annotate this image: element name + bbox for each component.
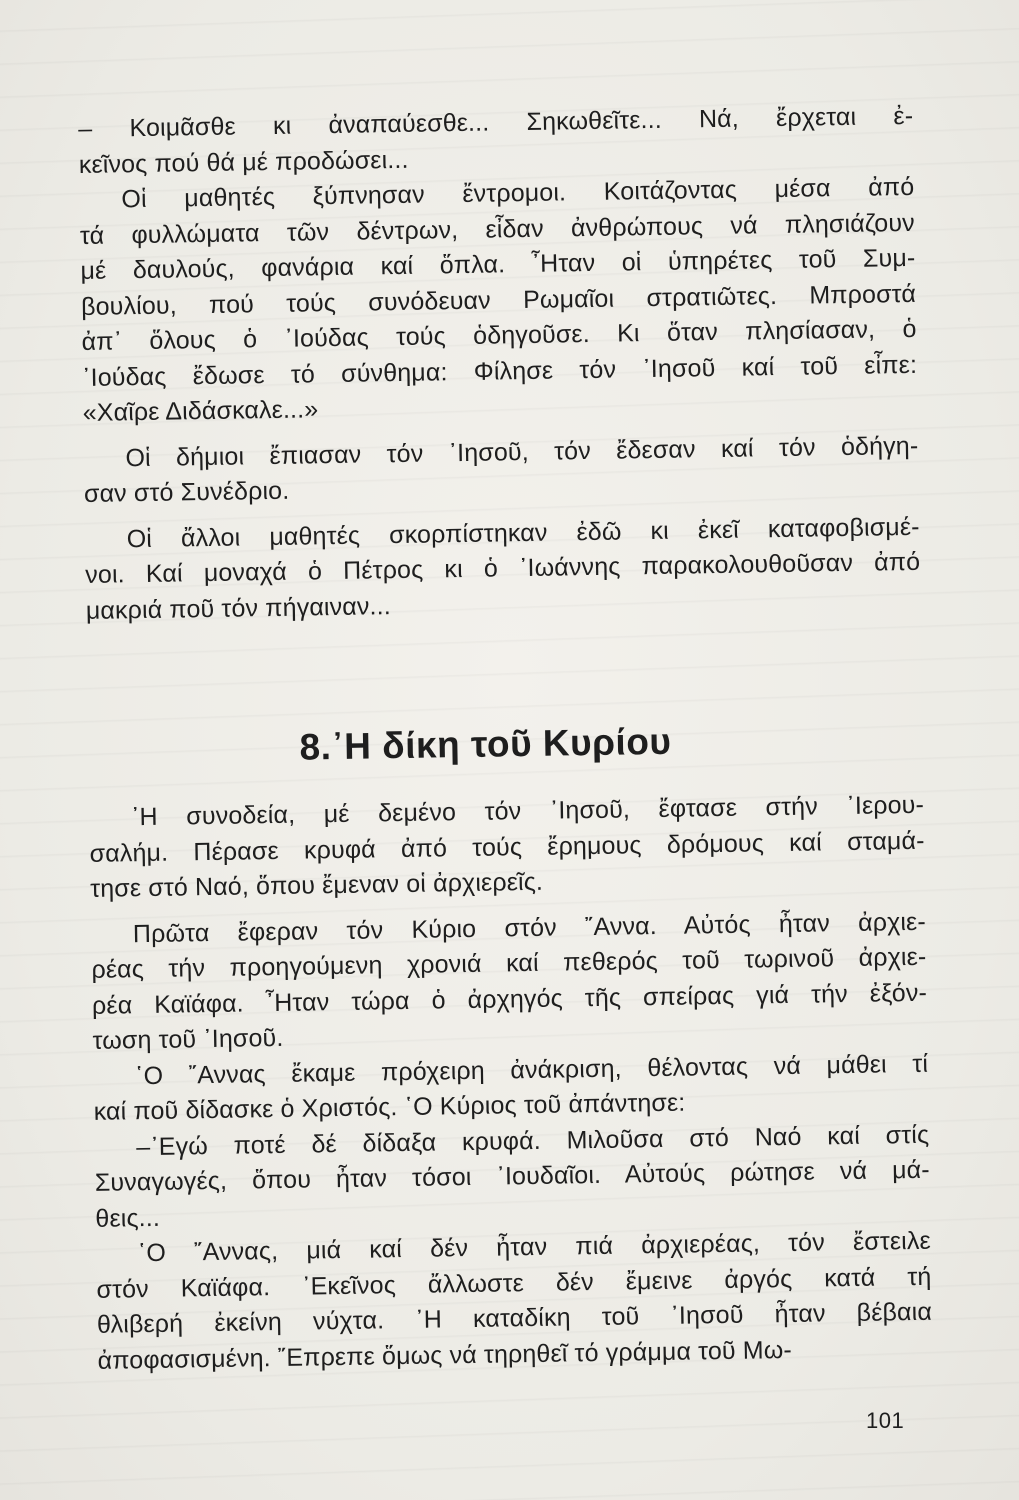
paragraph: [83, 428, 919, 512]
text-line: θλιβερή ἐκείνη νύχτα. ᾽Η καταδίκη τοῦ ᾽Ιησοῦ ἦταν βέβαια: [96, 1297, 933, 1339]
paragraph: [89, 788, 926, 908]
text-line: ἀποφασισμένη. ῎Επρεπε ὅμως νά τηρηθεῖ τό γράμμα τοῦ Μω-: [97, 1335, 793, 1375]
text-line: μέ δαυλούς, φανάρια καί ὅπλα. ῏Ηταν οἱ ὑπηρέτες τοῦ Συμ-: [80, 243, 916, 285]
paragraph: [94, 1117, 931, 1237]
text-line: ᾽Ιούδας ἔδωσε τό σύνθημα: Φίλησε τόν ᾽Ιησοῦ καί τοῦ εἶπε:: [81, 350, 918, 392]
text-line: Οἱ μαθητές ξύπνησαν ἔντρομοι. Κοιτάζοντας μέσα ἀπό: [121, 172, 915, 214]
text-line: τωση τοῦ ᾽Ιησοῦ.: [92, 1023, 284, 1055]
text-line: τά φυλλώματα τῶν δέντρων, εἶδαν ἀνθρώπους νά πλησιάζουν: [79, 208, 916, 250]
text-line: καί ποῦ δίδασκε ὁ Χριστός. ῾Ο Κύριος τοῦ ἀπάντησε:: [93, 1088, 686, 1126]
paragraph: [78, 99, 914, 183]
text-line: τησε στό Ναό, ὅπου ἔμεναν οἱ ἀρχιερεῖς.: [89, 867, 544, 903]
paragraph: [91, 904, 928, 1059]
text-line: ρέα Καϊάφα. ῏Ηταν τώρα ὁ ἀρχηγός τῆς σπείρας γιά τήν ἐξόν-: [91, 978, 928, 1020]
paragraph: [79, 170, 918, 432]
paragraph: [93, 1046, 929, 1130]
text-line: Συναγωγές, ὅπου ἦταν τόσοι ᾽Ιουδαῖοι. Αὐτούς ρώτησε νά μά-: [94, 1155, 930, 1197]
text-line: ῾Ο ῎Αννας, μιά καί δέν ἦταν πιά ἀρχιερέας, τόν ἔστειλε: [137, 1226, 932, 1268]
text-line: κεῖνος πού θά μέ προδώσει...: [78, 145, 409, 179]
text-line: –᾽Εγώ ποτέ δέ δίδαξα κρυφά. Μιλοῦσα στό Ναό καί στίς: [136, 1120, 930, 1161]
text-line: βουλίου, πού τούς συνόδευαν Ρωμαῖοι στρατιῶτες. Μπροστά: [80, 279, 917, 321]
section-after-heading: [89, 788, 933, 1379]
text-line: Πρῶτα ἔφεραν τόν Κύριο στόν ῎Αννα. Αὐτός ἦταν ἀρχιε-: [132, 907, 927, 948]
text-line: μακριά ποῦ τόν πήγαιναν...: [85, 591, 392, 625]
text-line: στόν Καϊάφα. ᾽Εκεῖνος ἄλλωστε δέν ἔμεινε ἀργός κατά τή: [96, 1262, 932, 1304]
paragraph: [84, 509, 921, 629]
text-line: «Χαῖρε Διδάσκαλε...»: [82, 395, 319, 427]
chapter-heading: 8.᾽Η δίκη τοῦ Κυρίου: [299, 720, 672, 768]
text-line: Οἱ ἄλλοι μαθητές σκορπίστηκαν ἐδῶ κι ἐκεῖ καταφοβισμέ-: [126, 512, 920, 553]
text-line: θεις...: [95, 1203, 161, 1233]
text-line: ρέας τήν προηγούμενη χρονιά καί πεθερός τοῦ τωρινοῦ ἀρχιε-: [91, 942, 927, 984]
paragraph: [96, 1224, 933, 1379]
text-line: νοι. Καί μοναχά ὁ Πέτρος κι ὁ ᾽Ιωάννης παρακολουθοῦσαν ἀπό: [85, 547, 921, 589]
page-number: 101: [866, 1408, 905, 1433]
text-line: Οἱ δήμιοι ἔπιασαν τόν ᾽Ιησοῦ, τόν ἔδεσαν καί τόν ὁδήγη-: [125, 431, 919, 472]
text-column: [78, 99, 933, 1379]
text-line: – Κοιμᾶσθε κι ἀναπαύεσθε... Σηκωθεῖτε... Νά, ἔρχεται ἐ-: [78, 101, 914, 143]
text-line: ἀπ᾽ ὅλους ὁ ᾽Ιούδας τούς ὁδηγοῦσε. Κι ὅταν πλησίασαν, ὁ: [81, 314, 917, 356]
text-line: ῾Ο ῎Αννας ἔκαμε πρόχειρη ἀνάκριση, θέλοντας νά μάθει τί: [134, 1049, 929, 1090]
text-line: ᾽Η συνοδεία, μέ δεμένο τόν ᾽Ιησοῦ, ἔφτασε στήν ᾽Ιερου-: [130, 790, 925, 832]
text-line: σαλήμ. Πέρασε κρυφά ἀπό τούς ἔρημους δρόμους καί σταμά-: [89, 826, 925, 868]
section-before-heading: [78, 99, 921, 629]
text-line: σαν στό Συνέδριο.: [83, 476, 290, 508]
